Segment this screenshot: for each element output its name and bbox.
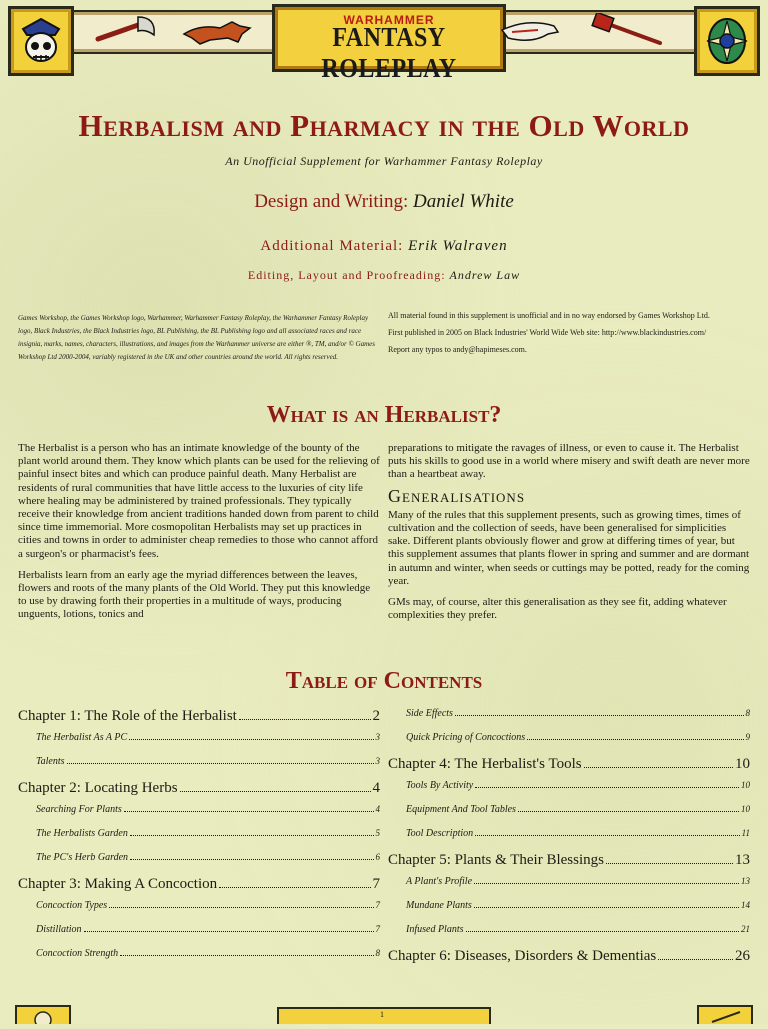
herbalist-left-column	[18, 442, 380, 630]
toc-entry-page: 9	[745, 732, 750, 742]
toc-section-entry[interactable]	[18, 804, 380, 828]
herbalist-right-column	[388, 442, 750, 630]
additional-label: Additional Material:	[260, 238, 409, 254]
toc-leader-dots	[219, 887, 370, 888]
axe-icon	[92, 14, 162, 50]
toc-chapter-entry[interactable]	[388, 948, 750, 972]
toc-entry-label: Concoction Strength	[36, 948, 119, 959]
toc-section-entry[interactable]	[18, 948, 380, 972]
paragraph: preparations to mitigate the ravages of illness, or even to cause it. The Herbalist puts his skills to good use in a world where misery and swift death are never more than a heartbeat away.	[388, 442, 750, 481]
toc-section-entry[interactable]	[388, 780, 750, 804]
toc-leader-dots	[475, 835, 740, 836]
toc-entry-page: 11	[741, 828, 750, 838]
header-banner	[0, 0, 768, 84]
design-name: Daniel White	[413, 191, 514, 212]
toc-leader-dots	[475, 787, 739, 788]
toc-leader-dots	[124, 811, 374, 812]
toc-section-entry[interactable]	[18, 924, 380, 948]
toc-leader-dots	[474, 883, 739, 884]
toc-leader-dots	[180, 791, 371, 792]
toc-entry-page: 4	[372, 780, 380, 796]
toc-section-entry[interactable]	[18, 852, 380, 876]
publication-note: First published in 2005 on Black Industries' World Wide Web site: http://www.blackindustries.com/	[388, 328, 707, 337]
toc-entry-label: Chapter 4: The Herbalist's Tools	[388, 756, 582, 772]
toc-entry-page: 7	[375, 900, 380, 910]
toc-section-entry[interactable]	[388, 924, 750, 948]
toc-section-entry[interactable]	[388, 876, 750, 900]
section-heading-herbalist: What is an Herbalist?	[266, 402, 502, 428]
toc-leader-dots	[129, 739, 373, 740]
toc-leader-dots	[466, 931, 740, 932]
toc-entry-page: 7	[372, 876, 380, 892]
left-emblem	[8, 6, 74, 76]
toc-leader-dots	[84, 931, 374, 932]
hammer-icon	[588, 12, 676, 52]
additional-credit	[0, 238, 768, 255]
toc-section-entry[interactable]	[18, 828, 380, 852]
disclaimer-text: All material found in this supplement is unofficial and in no way endorsed by Games Workshop Ltd.	[388, 311, 710, 320]
toc-heading: Table of Contents	[285, 668, 483, 694]
editing-label: Editing, Layout and Proofreading:	[247, 268, 450, 282]
toc-entry-page: 7	[375, 924, 380, 934]
toc-section-entry[interactable]	[388, 900, 750, 924]
additional-name: Erik Walraven	[408, 238, 508, 254]
toc-entry-label: The Herbalist As A PC	[36, 732, 128, 743]
toc-entry-page: 6	[375, 852, 380, 862]
toc-leader-dots	[239, 719, 371, 720]
paragraph: The Herbalist is a person who has an intimate knowledge of the bounty of the plant world around them. They know which plants can be used for the relieving of painful insect bites and which can produce painful death. Many Herbalist are residents of rural communities that have little access to the luxuries of city life where healing may be administered by trained professionals. They typically receive their knowledge from ancient traditions handed down from parent to child since time immemorial. More cosmopolitan Herbalists may set up practices in cities and towns in order to administer cheap remedies to those who cannot afford a surgeon's or pharmacist's fees.	[18, 442, 380, 560]
copyright-notice: Games Workshop, the Games Workshop logo, Warhammer, Warhammer Fantasy Roleplay, the Warhammer Fantasy Roleplay logo, Black Industries, the Black Industries logo, BL Publishing, the BL Publishing logo and all associated races and race insignia, marks, names, characters, illustrations, and images from the Warhammer universe are either ®, TM, and/or © Games Workshop Ltd 2000-2004, variably registered in the UK and other countries around the world. All rights reserved.	[18, 314, 375, 361]
toc-chapter-entry[interactable]	[18, 708, 380, 732]
toc-entry-label: Talents	[36, 756, 65, 767]
page-title: Herbalism and Pharmacy in the Old World	[78, 108, 690, 143]
paragraph: Many of the rules that this supplement presents, such as growing times, times of cultivation and the collection of seeds, have been generalised for simplicities sake. Different plants obviously flower and grow at differing times of year, but this supplement assumes that plants flower in spring and summer and are dormant in autumn and winter, when seeds or cuttings may be potted, ready for the coming year.	[388, 508, 750, 587]
toc-entry-label: A Plant's Profile	[406, 876, 473, 887]
paragraph: Herbalists learn from an early age the myriad differences between the leaves, flowers and roots of the many plants of the Old World. They put this knowledge to use by drawing forth their properties in a multitude of ways, producing unguents, lotions, tonics and	[18, 568, 371, 621]
toc-entry-label: Chapter 6: Diseases, Disorders & Dementias	[388, 948, 657, 964]
toc-entry-label: Equipment And Tool Tables	[406, 804, 516, 815]
toc-leader-dots	[130, 859, 373, 860]
toc-leader-dots	[606, 863, 733, 864]
toc-entry-label: Chapter 1: The Role of the Herbalist	[18, 708, 237, 724]
design-credit	[0, 191, 768, 213]
eagle-icon	[496, 14, 564, 50]
toc-entry-page: 2	[372, 708, 380, 724]
subtitle: An Unofficial Supplement for Warhammer Fantasy Roleplay	[225, 154, 543, 168]
footer-ornament-icon	[0, 1000, 768, 1024]
toc-section-entry[interactable]	[18, 756, 380, 780]
toc-right-column	[388, 708, 750, 972]
toc-section-entry[interactable]	[388, 708, 750, 732]
toc-leader-dots	[130, 835, 374, 836]
toc-entry-label: The PC's Herb Garden	[36, 852, 129, 863]
paragraph: GMs may, of course, alter this generalisation as they see fit, adding whatever complexities they prefer.	[388, 596, 727, 622]
toc-entry-label: Concoction Types	[36, 900, 108, 911]
toc-entry-label: Searching For Plants	[36, 804, 122, 815]
toc-leader-dots	[527, 739, 743, 740]
design-label: Design and Writing:	[254, 191, 413, 212]
toc-leader-dots	[658, 959, 733, 960]
toc-section-entry[interactable]	[388, 732, 750, 756]
skull-icon	[15, 13, 67, 69]
toc-leader-dots	[584, 767, 733, 768]
toc-entry-label: The Herbalists Garden	[36, 828, 128, 839]
generalisations-heading: Generalisations	[388, 485, 526, 506]
toc-entry-page: 8	[375, 948, 380, 958]
toc-entry-page: 10	[735, 756, 750, 772]
right-emblem	[694, 6, 760, 76]
toc-leader-dots	[474, 907, 739, 908]
typo-contact: Report any typos to andy@hapimeses.com.	[388, 345, 527, 354]
toc-chapter-entry[interactable]	[18, 780, 380, 804]
toc-section-entry[interactable]	[18, 732, 380, 756]
game-logo	[272, 4, 506, 84]
toc-section-entry[interactable]	[388, 828, 750, 852]
editing-name: Andrew Law	[449, 268, 521, 282]
toc-entry-page: 3	[375, 756, 380, 766]
wolf-icon	[178, 14, 256, 50]
toc-entry-label: Tool Description	[406, 828, 474, 839]
toc-chapter-entry[interactable]	[18, 876, 380, 900]
logo-top-text: WARHAMMER	[343, 13, 435, 27]
toc-entry-label: Chapter 2: Locating Herbs	[18, 780, 178, 796]
toc-entry-page: 21	[741, 924, 750, 934]
toc-entry-page: 4	[375, 804, 380, 814]
logo-main-text: FANTASY ROLEPLAY	[321, 22, 457, 84]
toc-left-column	[18, 708, 380, 972]
toc-entry-page: 14	[741, 900, 750, 910]
toc-entry-label: Tools By Activity	[406, 780, 474, 791]
disclaimer	[388, 310, 748, 361]
toc-leader-dots	[67, 763, 374, 764]
toc-entry-page: 13	[741, 876, 750, 886]
toc-section-entry[interactable]	[18, 900, 380, 924]
toc-entry-page: 5	[375, 828, 380, 838]
toc-leader-dots	[518, 811, 739, 812]
toc-entry-label: Side Effects	[406, 708, 453, 719]
toc-entry-label: Distillation	[36, 924, 82, 935]
compass-icon	[701, 13, 753, 69]
toc-entry-label: Chapter 5: Plants & Their Blessings	[388, 852, 604, 868]
toc-chapter-entry[interactable]	[388, 756, 750, 780]
page-number: 1	[380, 1010, 384, 1019]
toc-leader-dots	[120, 955, 373, 956]
toc-section-entry[interactable]	[388, 804, 750, 828]
toc-entry-page: 26	[735, 948, 750, 964]
editing-credit	[0, 268, 768, 283]
toc-entry-page: 10	[741, 780, 750, 790]
toc-entry-label: Chapter 3: Making A Concoction	[18, 876, 218, 892]
toc-entry-page: 3	[375, 732, 380, 742]
toc-entry-page: 8	[745, 708, 750, 718]
toc-entry-label: Quick Pricing of Concoctions	[406, 732, 526, 743]
toc-leader-dots	[455, 715, 744, 716]
toc-entry-page: 10	[741, 804, 750, 814]
toc-leader-dots	[109, 907, 373, 908]
toc-entry-page: 13	[735, 852, 750, 868]
toc-entry-label: Mundane Plants	[406, 900, 472, 911]
toc-entry-label: Infused Plants	[406, 924, 464, 935]
toc-chapter-entry[interactable]	[388, 852, 750, 876]
page-footer	[0, 1000, 768, 1024]
